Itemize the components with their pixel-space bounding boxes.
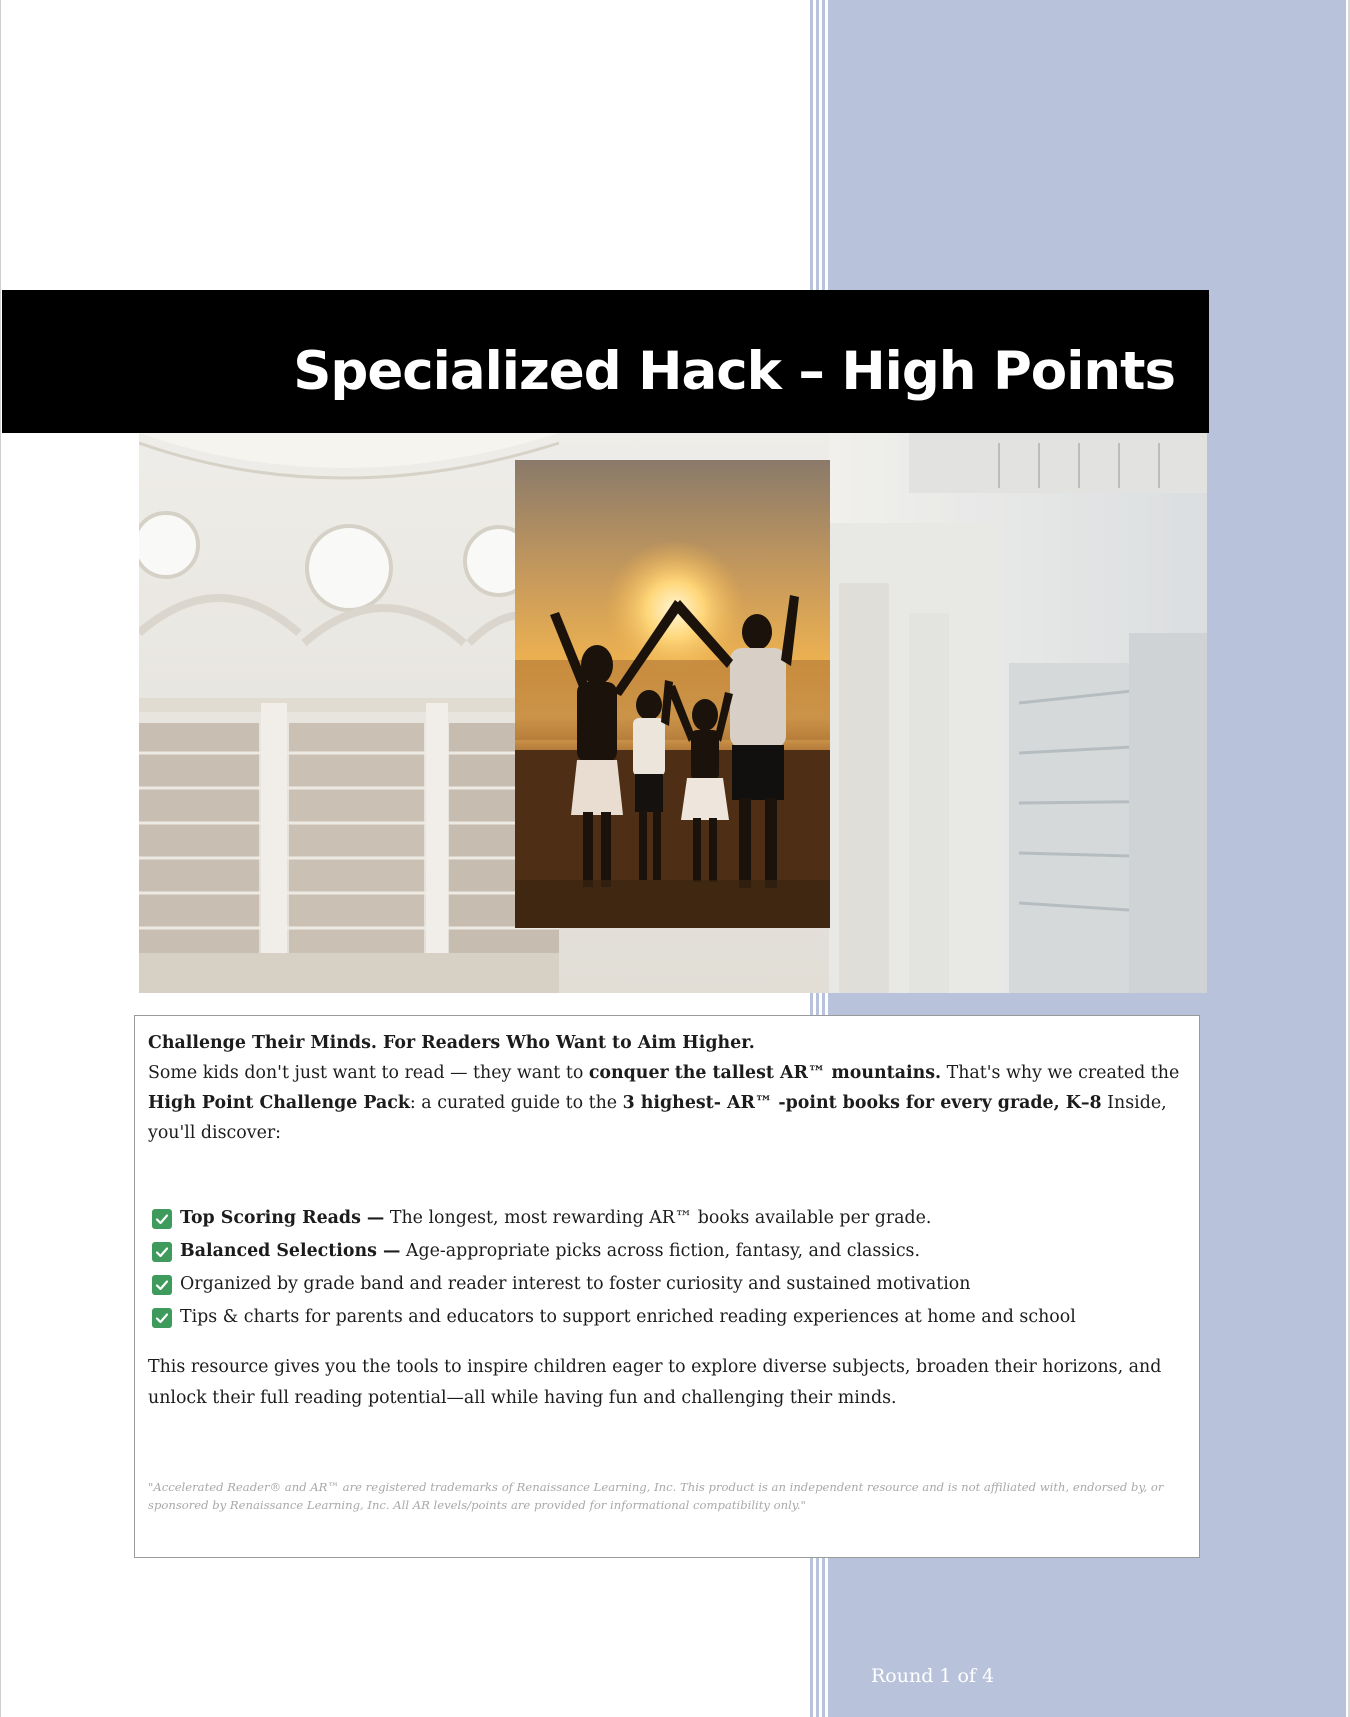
intro-paragraph xyxy=(148,1058,1187,1148)
feature-text: Organized by grade band and reader interest to foster curiosity and sustained motivation xyxy=(180,1274,971,1294)
feature-text: Tips & charts for parents and educators to support enriched reading experiences at home and school xyxy=(180,1307,1076,1327)
intro-heading: Challenge Their Minds. For Readers Who Want to Aim Higher. xyxy=(148,1033,755,1053)
feature-item xyxy=(148,1268,1187,1301)
check-mark-icon xyxy=(152,1209,172,1229)
description-box xyxy=(134,1015,1200,1558)
intro-segment-bold: 3 highest- AR™ -point books for every grade, K–8 xyxy=(622,1093,1102,1113)
check-mark-icon xyxy=(152,1308,172,1328)
family-sunset-photo xyxy=(515,460,830,928)
page-title: Specialized Hack – High Points xyxy=(293,341,1175,402)
intro-segment: Some kids don't just want to read — they want to xyxy=(148,1063,589,1083)
feature-item xyxy=(148,1202,1187,1235)
feature-title: Top Scoring Reads — xyxy=(180,1208,385,1228)
intro-segment-bold: High Point Challenge Pack xyxy=(148,1093,410,1113)
closing-paragraph: This resource gives you the tools to inspire children eager to explore diverse subjects, broaden their horizons, and unlock their full reading potential—all while having fun and challenging their minds. xyxy=(148,1357,1162,1408)
title-banner xyxy=(2,290,1209,433)
feature-text: The longest, most rewarding AR™ books available per grade. xyxy=(384,1208,932,1228)
check-mark-icon xyxy=(152,1242,172,1262)
page-left-border xyxy=(0,0,1,1717)
feature-text: Age-appropriate picks across fiction, fantasy, and classics. xyxy=(400,1241,921,1261)
intro-segment: Inside, you'll discover: xyxy=(148,1093,1167,1143)
feature-item xyxy=(148,1301,1187,1334)
intro-segment: : a curated guide to the xyxy=(409,1093,623,1113)
check-mark-icon xyxy=(152,1275,172,1295)
feature-item xyxy=(148,1235,1187,1268)
feature-title: Balanced Selections — xyxy=(180,1241,401,1261)
trademark-disclaimer: "Accelerated Reader® and AR™ are registered trademarks of Renaissance Learning, Inc. This product is an independent resource and is not affiliated with, endorsed by, or sponsored by Renaissance Learning, Inc. All AR levels/points are provided for informational compatibility only." xyxy=(148,1480,1164,1512)
page-footer: Round 1 of 4 xyxy=(871,1665,995,1687)
intro-segment-bold: conquer the tallest AR™ mountains. xyxy=(588,1063,942,1083)
intro-segment: That's why we created the xyxy=(941,1063,1180,1083)
